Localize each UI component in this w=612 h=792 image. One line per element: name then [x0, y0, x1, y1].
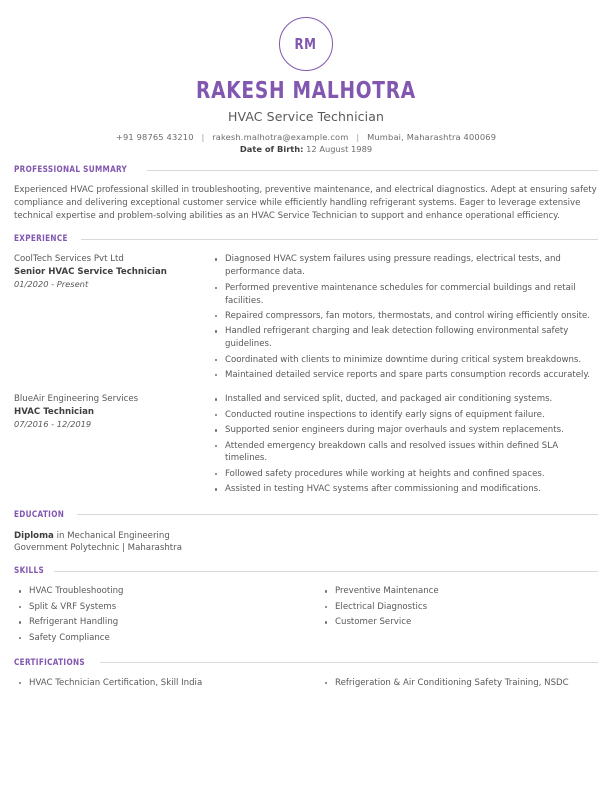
section-header-summary	[14, 165, 598, 175]
list-item: Supported senior engineers during major overhauls and system replacements.	[214, 424, 598, 437]
list-item: Coordinated with clients to minimize downtime during critical system breakdowns.	[214, 354, 598, 367]
list-item: Customer Service	[324, 616, 598, 629]
list-item: Refrigeration & Air Conditioning Safety Training, NSDC	[324, 677, 598, 690]
certifications-columns	[14, 677, 598, 692]
experience-role: Senior HVAC Service Technician	[14, 266, 167, 277]
section-experience	[14, 234, 598, 498]
list-item: HVAC Troubleshooting	[18, 585, 306, 598]
bullet-list	[324, 585, 598, 629]
bullet-list	[214, 393, 598, 496]
section-certifications	[14, 658, 598, 692]
section-professional-summary	[14, 165, 598, 223]
experience-entry-bullets	[214, 393, 598, 498]
page-title: RAKESH MALHOTRA	[196, 78, 416, 104]
list-item: Diagnosed HVAC system failures using pressure readings, electrical tests, and performance data.	[214, 253, 598, 279]
section-header-skills	[14, 566, 598, 576]
experience-company: BlueAir Engineering Services	[14, 394, 139, 405]
list-item: Attended emergency breakdown calls and resolved issues within defined SLA timelines.	[214, 440, 598, 466]
section-title-skills: SKILLS	[14, 566, 45, 577]
certifications-column-right	[306, 677, 598, 692]
section-header-experience	[14, 234, 598, 244]
bullet-list	[214, 253, 598, 382]
contact-line	[14, 132, 598, 142]
resume-header	[14, 0, 598, 154]
section-title-summary: PROFESSIONAL SUMMARY	[14, 165, 128, 176]
section-skills	[14, 566, 598, 647]
education-institution: Government Polytechnic | Maharashtra	[14, 543, 182, 554]
email-text[interactable]: rakesh.malhotra@example.com	[212, 132, 349, 143]
date-of-birth-value: 12 August 1989	[306, 144, 373, 155]
section-rule	[77, 514, 598, 515]
monogram-avatar	[279, 17, 333, 71]
section-rule	[54, 571, 598, 572]
date-of-birth-label: Date of Birth:	[239, 144, 304, 155]
bullet-list	[18, 585, 306, 644]
contact-separator-1: |	[201, 132, 205, 143]
education-degree: Diploma	[14, 530, 54, 541]
experience-entry-bullets	[214, 253, 598, 384]
date-of-birth-line	[14, 144, 598, 154]
experience-company: CoolTech Services Pvt Ltd	[14, 254, 124, 265]
list-item: Performed preventive maintenance schedules for commercial buildings and retail facilities.	[214, 282, 598, 308]
contact-separator-2: |	[356, 132, 360, 143]
list-item: Repaired compressors, fan motors, thermostats, and control wiring efficiently onsite.	[214, 310, 598, 323]
list-item: Installed and serviced split, ducted, and packaged air conditioning systems.	[214, 393, 598, 406]
list-item: Handled refrigerant charging and leak detection following environmental safety guidelines.	[214, 325, 598, 351]
section-title-certifications: CERTIFICATIONS	[14, 657, 85, 668]
section-title-education: EDUCATION	[14, 509, 65, 520]
education-entry	[14, 530, 598, 556]
certifications-column-left	[14, 677, 306, 692]
list-item: HVAC Technician Certification, Skill India	[18, 677, 306, 690]
list-item: Split & VRF Systems	[18, 601, 306, 614]
job-title: HVAC Service Technician	[228, 109, 384, 125]
summary-paragraph: Experienced HVAC professional skilled in troubleshooting, preventive maintenance, and electrical diagnostics. Adept at ensuring safety compliance and delivering exceptional customer service while efficiently handling refrigerant systems. Eager to leverage extensive technical expertise and problem-solving abilities as an HVAC Service Technician to support and enhance operational efficiency.	[14, 185, 597, 222]
list-item: Safety Compliance	[18, 632, 306, 645]
education-field: in Mechanical Engineering	[53, 530, 170, 541]
list-item: Conducted routine inspections to identify early signs of equipment failure.	[214, 409, 598, 422]
section-header-certifications	[14, 658, 598, 668]
experience-entry-meta	[14, 253, 214, 384]
experience-entry	[14, 253, 598, 384]
section-title-experience: EXPERIENCE	[14, 234, 68, 245]
phone-text: +91 98765 43210	[115, 132, 194, 143]
section-rule	[147, 170, 598, 171]
list-item: Electrical Diagnostics	[324, 601, 598, 614]
skills-column-left	[14, 585, 306, 647]
experience-role: HVAC Technician	[14, 406, 94, 417]
experience-entry-meta	[14, 393, 214, 498]
list-item: Assisted in testing HVAC systems after commissioning and modifications.	[214, 483, 598, 496]
monogram-initials: RM	[294, 35, 318, 53]
list-item: Maintained detailed service reports and spare parts consumption records accurately.	[214, 369, 598, 382]
skills-column-right	[306, 585, 598, 647]
bullet-list	[18, 677, 306, 690]
list-item: Followed safety procedures while working at heights and confined spaces.	[214, 468, 598, 481]
location-text: Mumbai, Maharashtra 400069	[367, 132, 497, 143]
skills-columns	[14, 585, 598, 647]
list-item: Refrigerant Handling	[18, 616, 306, 629]
section-rule	[100, 662, 598, 663]
experience-dates: 07/2016 - 12/2019	[14, 419, 92, 429]
section-header-education	[14, 510, 598, 520]
section-rule	[81, 239, 598, 240]
section-education	[14, 510, 598, 556]
experience-dates: 01/2020 - Present	[14, 278, 89, 289]
list-item: Preventive Maintenance	[324, 585, 598, 598]
bullet-list	[324, 677, 598, 690]
experience-entry	[14, 393, 598, 498]
education-degree-line	[14, 530, 598, 543]
